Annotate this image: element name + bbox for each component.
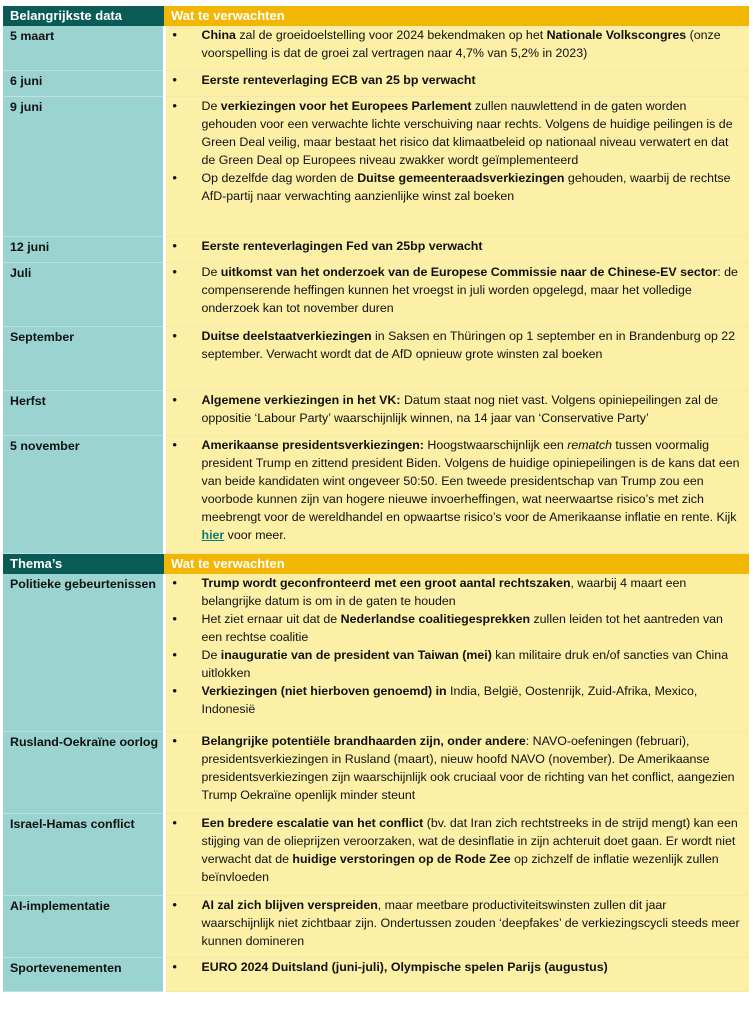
row-content [164, 574, 749, 732]
row-label: 6 juni [3, 70, 164, 96]
row-label: 5 november [3, 435, 164, 553]
header-expectations: Wat te verwachten [164, 6, 749, 26]
list-item [173, 237, 742, 255]
list-item [173, 896, 742, 950]
row-label: 9 juni [3, 96, 164, 236]
text: De [201, 98, 221, 113]
bullet: • [172, 647, 177, 662]
text: Duitse gemeenteraadsverkiezingen [357, 170, 565, 185]
row-content [164, 435, 749, 553]
header-row-dates [3, 6, 749, 26]
header-themes: Thema’s [3, 553, 164, 574]
text: gehouden, waarbij de rechtse AfD-partij naar verwachting aanzienlijke winst zal boeken [201, 170, 731, 203]
row-label: Juli [3, 262, 164, 326]
text: kan militaire druk en/of sancties van China uitlokken [201, 647, 729, 680]
bullet: • [172, 437, 177, 452]
text: Nationale Volkscongres [546, 28, 687, 42]
list-item [173, 327, 742, 363]
text: Trump wordt geconfronteerd met een groot aantal rechtszaken [201, 575, 571, 590]
row-sport [3, 958, 749, 992]
text: Nederlandse coalitiegesprekken [340, 611, 531, 626]
bullet: • [172, 98, 177, 113]
bullet: • [172, 611, 177, 626]
row-label: Politieke gebeurtenissen [3, 574, 164, 732]
header-expectations-2: Wat te verwachten [164, 553, 749, 574]
row-label: Sportevenementen [3, 958, 164, 992]
row-content [164, 732, 749, 814]
text: zullen nauwlettend in de gaten worden gehouden voor een verwachte lichte verschuiving naar rechts. Volgens de huidige peilingen is de Green Deal veilig, maar bestaat het risico dat klimaatbeleid op nationaal niveau verwatert en dat de Green Deal op Europees niveau zwakker wordt geïmplementeerd [201, 98, 733, 167]
list-item [173, 263, 742, 317]
list-item [173, 646, 742, 682]
text: huidige verstoringen op de Rode Zee [292, 852, 511, 866]
list-item [173, 169, 742, 205]
bullet: • [172, 960, 177, 974]
text: De [201, 264, 221, 279]
row-content [164, 390, 749, 435]
text: Duitse deelstaatverkiezingen [201, 328, 372, 343]
row-content [164, 96, 749, 236]
row-6-juni [3, 70, 749, 96]
list-item [173, 814, 742, 886]
outlook-document [3, 6, 749, 992]
text: (onze voorspelling is dat de groei zal vertragen naar 4,7% van 5,2% in 2023) [201, 28, 721, 60]
row-label: 5 maart [3, 26, 164, 70]
bullet: • [172, 170, 177, 185]
text: Het ziet ernaar uit dat de [201, 611, 341, 626]
list-item [173, 436, 742, 544]
row-label: Herfst [3, 390, 164, 435]
bullet: • [172, 816, 177, 830]
text: rematch [567, 437, 612, 452]
text: (bv. dat Iran zich rechtstreeks in de strijd mengt) kan een stijging van de olieprijzen veroorzaken, wat de desinflatie in zijn achteruit doet gaan. Er wordt niet verwacht dat de [201, 816, 738, 866]
row-juli [3, 262, 749, 326]
row-5-november [3, 435, 749, 553]
row-rusland [3, 732, 749, 814]
bullet: • [172, 238, 177, 253]
row-content [164, 70, 749, 96]
text: Op dezelfde dag worden de [201, 170, 358, 185]
bullet: • [172, 328, 177, 343]
text: Datum staat nog niet vast. Volgens opiniepeilingen zal de oppositie ‘Labour Party’ waarschijnlijk winnen, na 14 jaar van ‘Conservative Party’ [201, 392, 719, 425]
row-label: 12 juni [3, 236, 164, 262]
row-label: September [3, 326, 164, 390]
text: voor meer. [224, 527, 287, 542]
bullet: • [172, 392, 177, 407]
row-herfst [3, 390, 749, 435]
header-key-dates: Belangrijkste data [3, 6, 164, 26]
row-content [164, 262, 749, 326]
row-content [164, 814, 749, 896]
text: uitkomst van het onderzoek van de Europese Commissie naar de Chinese-EV sector [220, 264, 718, 279]
row-ai [3, 896, 749, 958]
bullet: • [172, 734, 177, 748]
row-israel [3, 814, 749, 896]
row-content [164, 26, 749, 70]
row-politiek [3, 574, 749, 732]
text: Verkiezingen (niet hierboven genoemd) in [201, 683, 447, 698]
text: : de compenserende heffingen kunnen het vroegst in juli worden opgelegd, maar het volledige onderzoek kan tot november duren [201, 264, 738, 315]
row-september [3, 326, 749, 390]
text: Belangrijke potentiële brandhaarden zijn, onder andere [201, 734, 526, 748]
text: AI zal zich blijven verspreiden [201, 898, 378, 912]
text: India, België, Oostenrijk, Zuid-Afrika, Mexico, Indonesië [201, 683, 698, 716]
text: : NAVO-oefeningen (februari), presidentsverkiezingen in Rusland (maart), nieuw hoofd NAVO (november). De Amerikaanse presidentsverkiezingen zijn waarschijnlijk ook cruciaal voor de richting van het conflict, aangezien Trump Oekraïne openlijk minder steunt [201, 734, 735, 802]
row-label: Israel-Hamas conflict [3, 814, 164, 896]
text: , maar meetbare productiviteitswinsten zullen dit jaar waarschijnlijk niet zichtbaar zijn. Ondertussen zouden ‘deepfakes’ de verkiezingscycli steeds meer kunnen domineren [201, 898, 740, 948]
key-dates-table [3, 6, 749, 992]
text: Algemene verkiezingen in het VK: [201, 392, 401, 407]
bullet: • [172, 683, 177, 698]
bullet: • [172, 264, 177, 279]
text: verkiezingen voor het Europees Parlement [220, 98, 472, 113]
list-item [173, 97, 742, 169]
list-item [173, 682, 742, 718]
text: Amerikaanse presidentsverkiezingen: [201, 437, 424, 452]
list-item [173, 391, 742, 427]
text: Eerste renteverlagingen Fed van 25bp verwacht [201, 238, 483, 253]
text: tussen voormalig president Trump en zittend president Biden. Volgens de huidige opiniepeilingen is de kans dat een van beide kandidaten wint ongeveer 50:50. Een tweede presidentschap van Trump zou een voorbode kunnen zijn van hogere nieuwe invoerheffingen, wat neerwaartse risico’s met zich meebrengt voor de wereldhandel en opwaartse risico’s voor de Amerikaanse inflatie en rente. Kijk [201, 437, 740, 524]
text: Een bredere escalatie van het conflict [201, 816, 424, 830]
text: zullen leiden tot het aantreden van een rechtse coalitie [201, 611, 723, 644]
text: De [201, 647, 221, 662]
text: inauguratie van de president van Taiwan (mei) [220, 647, 492, 662]
bullet: • [172, 28, 177, 42]
row-content [164, 958, 749, 992]
row-label: AI-implementatie [3, 896, 164, 958]
header-row-themes [3, 553, 749, 574]
text: zal de groeidoelstelling voor 2024 bekendmaken op het [235, 28, 547, 42]
text: in Saksen en Thüringen op 1 september en in Brandenburg op 22 september. Verwacht wordt dat de AfD opnieuw grote winsten zal boeken [201, 328, 736, 361]
row-5-maart [3, 26, 749, 70]
list-item [173, 610, 742, 646]
row-content [164, 326, 749, 390]
row-content [164, 896, 749, 958]
hier-link[interactable]: hier [201, 527, 225, 542]
list-item [173, 574, 742, 610]
list-item [173, 958, 742, 976]
text: EURO 2024 Duitsland (juni-juli), Olympische spelen Parijs (augustus) [201, 960, 608, 974]
text: China [201, 28, 236, 42]
bullet: • [172, 575, 177, 590]
row-9-juni [3, 96, 749, 236]
row-12-juni [3, 236, 749, 262]
row-label: Rusland-Oekraïne oorlog [3, 732, 164, 814]
text: Eerste renteverlaging ECB van 25 bp verwacht [201, 72, 476, 87]
text: Hoogstwaarschijnlijk een [423, 437, 568, 452]
list-item [173, 732, 742, 804]
row-content [164, 236, 749, 262]
text: op zichzelf de inflatie wezenlijk zullen beïnvloeden [201, 852, 719, 884]
text: , waarbij 4 maart een belangrijke datum is om in de gaten te houden [201, 575, 687, 608]
list-item [173, 71, 742, 89]
list-item [173, 26, 742, 62]
bullet: • [172, 72, 177, 87]
bullet: • [172, 898, 177, 912]
